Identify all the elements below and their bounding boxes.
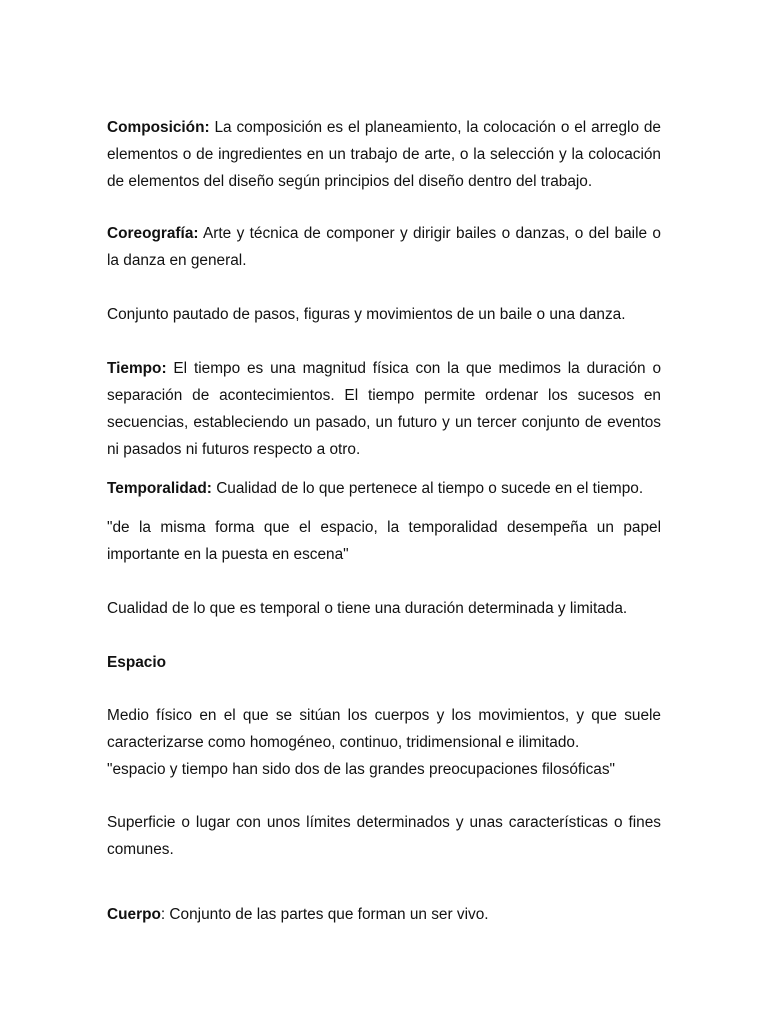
paragraph-tiempo xyxy=(107,355,661,463)
paragraph-composicion xyxy=(107,114,661,195)
quote-espacio: "espacio y tiempo han sido dos de las grandes preocupaciones filosóficas" xyxy=(107,761,616,778)
term-espacio: Espacio xyxy=(107,654,167,671)
paragraph-coreografia xyxy=(107,220,661,274)
paragraph-cuerpo xyxy=(107,901,661,928)
term-temporalidad: Temporalidad: xyxy=(107,480,212,497)
paragraph-espacio-2 xyxy=(107,809,661,863)
term-cuerpo: Cuerpo xyxy=(107,906,161,923)
definition-espacio-1: Medio físico en el que se sitúan los cuerpos y los movimientos, y que suele caracterizarse como homogéneo, continuo, tridimensional e ilimitado. xyxy=(107,707,661,751)
paragraph-temporalidad-quote xyxy=(107,514,661,568)
term-coreografia: Coreografía: xyxy=(107,225,199,242)
definition-temporalidad-2: Cualidad de lo que es temporal o tiene una duración determinada y limitada. xyxy=(107,600,628,617)
definition-composicion: La composición es el planeamiento, la colocación o el arreglo de elementos o de ingredientes en un trabajo de arte, o la selección y la colocación de elementos del diseño según principios del diseño dentro del trabajo. xyxy=(107,119,661,190)
paragraph-coreografia-2 xyxy=(107,301,661,328)
definition-cuerpo: : Conjunto de las partes que forman un ser vivo. xyxy=(160,906,489,923)
paragraph-espacio-1 xyxy=(107,702,661,783)
definition-tiempo: El tiempo es una magnitud física con la que medimos la duración o separación de acontecimientos. El tiempo permite ordenar los sucesos en secuencias, estableciendo un pasado, un futuro y un tercer conjunto de eventos ni pasados ni futuros respecto a otro. xyxy=(107,360,661,458)
paragraph-temporalidad-2 xyxy=(107,595,661,622)
term-tiempo: Tiempo: xyxy=(107,360,167,377)
heading-espacio xyxy=(107,649,661,676)
term-composicion: Composición: xyxy=(107,119,210,136)
definition-coreografia-2: Conjunto pautado de pasos, figuras y movimientos de un baile o una danza. xyxy=(107,306,626,323)
definition-temporalidad: Cualidad de lo que pertenece al tiempo o sucede en el tiempo. xyxy=(216,480,644,497)
paragraph-temporalidad xyxy=(107,475,661,502)
definition-coreografia: Arte y técnica de componer y dirigir bailes o danzas, o del baile o la danza en general. xyxy=(107,225,661,269)
quote-temporalidad: "de la misma forma que el espacio, la temporalidad desempeña un papel importante en la puesta en escena" xyxy=(107,519,661,563)
definition-espacio-2: Superficie o lugar con unos límites determinados y unas características o fines comunes. xyxy=(107,814,661,858)
